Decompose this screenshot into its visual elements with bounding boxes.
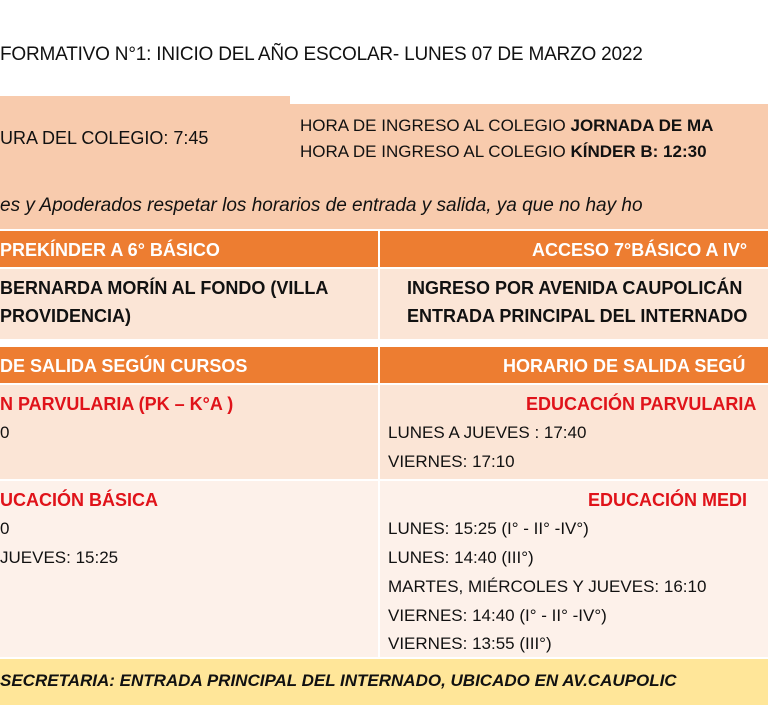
right-media-line: MARTES, MIÉRCOLES Y JUEVES: 16:10: [388, 577, 707, 596]
right-parvularia-line: LUNES A JUEVES : 17:40: [388, 423, 587, 442]
access-left-header: PREKÍNDER A 6° BÁSICO: [0, 240, 220, 260]
right-parvularia-title: EDUCACIÓN PARVULARIA: [526, 394, 757, 414]
access-right-line-2: ENTRADA PRINCIPAL DEL INTERNADO: [407, 306, 748, 326]
right-media-title: EDUCACIÓN MEDI: [588, 490, 748, 510]
right-media-line: LUNES: 14:40 (III°): [388, 548, 534, 567]
access-left-line-2: PROVIDENCIA): [0, 306, 132, 326]
right-media-line: VIERNES: 13:55 (III°): [388, 634, 552, 653]
left-parvularia-line: 0: [0, 423, 10, 442]
opening-time: URA DEL COLEGIO: 7:45: [0, 128, 209, 148]
notice-text: es y Apoderados respetar los horarios de entrada y salida, ya que no hay ho: [0, 195, 643, 216]
entry-line-1-value: JORNADA DE MA: [570, 116, 714, 135]
access-left-line-1: BERNARDA MORÍN AL FONDO (VILLA: [0, 278, 329, 298]
right-parvularia-line: VIERNES: 17:10: [388, 452, 515, 471]
left-basic-line: JUEVES: 15:25: [0, 548, 119, 567]
entry-line-1-label: HORA DE INGRESO AL COLEGIO: [300, 116, 571, 135]
access-right-header: ACCESO 7°BÁSICO A IV°: [532, 240, 748, 260]
entry-line-2: [300, 142, 707, 162]
right-media-line: LUNES: 15:25 (I° - II° -IV°): [388, 519, 589, 538]
exit-right-header: HORARIO DE SALIDA SEGÚ: [503, 356, 746, 376]
entry-line-2-label: HORA DE INGRESO AL COLEGIO: [300, 142, 571, 161]
page-title: FORMATIVO N°1: INICIO DEL AÑO ESCOLAR- LUNES 07 DE MARZO 2022: [0, 44, 643, 65]
column-divider: [378, 231, 380, 339]
left-parvularia-title: N PARVULARIA (PK – K°A ): [0, 394, 234, 414]
right-media-line: VIERNES: 14:40 (I° - II° -IV°): [388, 606, 607, 625]
column-divider: [378, 347, 380, 657]
left-basic-line: 0: [0, 519, 10, 538]
entry-line-1: [300, 116, 713, 136]
left-basic-title: UCACIÓN BÁSICA: [0, 490, 159, 510]
access-right-line-1: INGRESO POR AVENIDA CAUPOLICÁN: [407, 278, 743, 298]
entry-line-2-value: KÍNDER B: 12:30: [570, 142, 707, 161]
exit-left-header: DE SALIDA SEGÚN CURSOS: [0, 356, 248, 376]
footer-text: SECRETARIA: ENTRADA PRINCIPAL DEL INTERNADO, UBICADO EN AV.CAUPOLIC: [0, 671, 677, 690]
